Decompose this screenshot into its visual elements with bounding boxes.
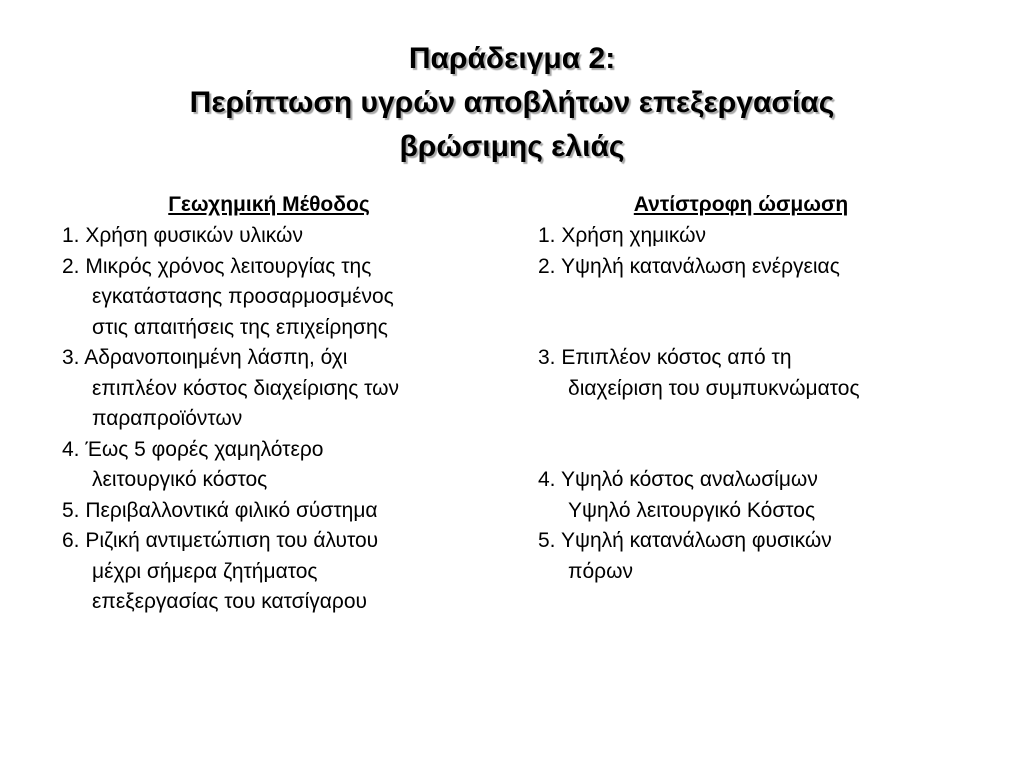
list-item-continuation: μέχρι σήμερα ζητήματος bbox=[92, 559, 318, 583]
right-list bbox=[538, 221, 978, 587]
list-item-text: 3. Αδρανοποιημένη λάσπη, όχι bbox=[62, 346, 348, 369]
list-item bbox=[62, 496, 482, 527]
right-column-heading: Αντίστροφη ώσμωση bbox=[633, 193, 849, 216]
list-item bbox=[62, 221, 482, 252]
list-item bbox=[62, 252, 482, 344]
title-line-3: βρώσιμης ελιάς bbox=[399, 130, 625, 163]
list-item-text: 1. Χρήση φυσικών υλικών bbox=[62, 224, 303, 247]
list-item bbox=[62, 435, 482, 496]
list-item bbox=[538, 221, 978, 252]
list-item bbox=[538, 465, 978, 526]
list-item-text: 4. Έως 5 φορές χαμηλότερο bbox=[62, 437, 324, 461]
list-item-continuation: Υψηλό λειτουργικό Κόστος bbox=[568, 498, 816, 522]
list-item-text: 2. Υψηλή κατανάλωση ενέργειας bbox=[538, 254, 840, 278]
list-item-continuation: παραπροϊόντων bbox=[92, 407, 243, 430]
list-item-text: 5. Υψηλή κατανάλωση φυσικών bbox=[538, 529, 832, 552]
list-item-text: 2. Μικρός χρόνος λειτουργίας της bbox=[62, 254, 372, 278]
list-item-text: 5. Περιβαλλοντικά φιλικό σύστημα bbox=[62, 498, 378, 522]
list-item-continuation: επιπλέον κόστος διαχείρισης των bbox=[92, 376, 400, 400]
list-item-text: 3. Επιπλέον κόστος από τη bbox=[538, 346, 792, 369]
left-column bbox=[62, 190, 482, 618]
title-line-2: Περίπτωση υγρών αποβλήτων επεξεργασίας bbox=[189, 86, 835, 119]
left-list bbox=[62, 221, 482, 618]
list-item-continuation: λειτουργικό κόστος bbox=[92, 468, 268, 491]
list-item-continuation: επεξεργασίας του κατσίγαρου bbox=[92, 590, 368, 613]
title-line-1: Παράδειγμα 2: bbox=[408, 42, 616, 75]
left-column-heading: Γεωχημική Μέθοδος bbox=[168, 193, 370, 216]
list-item-text: 1. Χρήση χημικών bbox=[538, 224, 707, 247]
slide-title bbox=[0, 37, 1024, 169]
list-spacer bbox=[538, 282, 978, 343]
list-item-continuation: διαχείριση του συμπυκνώματος bbox=[568, 376, 860, 400]
list-item bbox=[538, 252, 978, 283]
list-item-text: 4. Υψηλό κόστος αναλωσίμων bbox=[538, 468, 818, 491]
list-item bbox=[538, 526, 978, 587]
list-item-continuation: στις απαιτήσεις της επιχείρησης bbox=[92, 315, 388, 339]
list-spacer bbox=[538, 404, 978, 465]
list-item bbox=[62, 343, 482, 435]
list-item bbox=[62, 526, 482, 618]
list-item bbox=[538, 343, 978, 404]
list-item-text: 6. Ριζική αντιμετώπιση του άλυτου bbox=[62, 529, 379, 552]
list-item-continuation: πόρων bbox=[568, 559, 634, 583]
right-column bbox=[538, 190, 978, 587]
list-item-continuation: εγκατάστασης προσαρμοσμένος bbox=[92, 285, 394, 308]
